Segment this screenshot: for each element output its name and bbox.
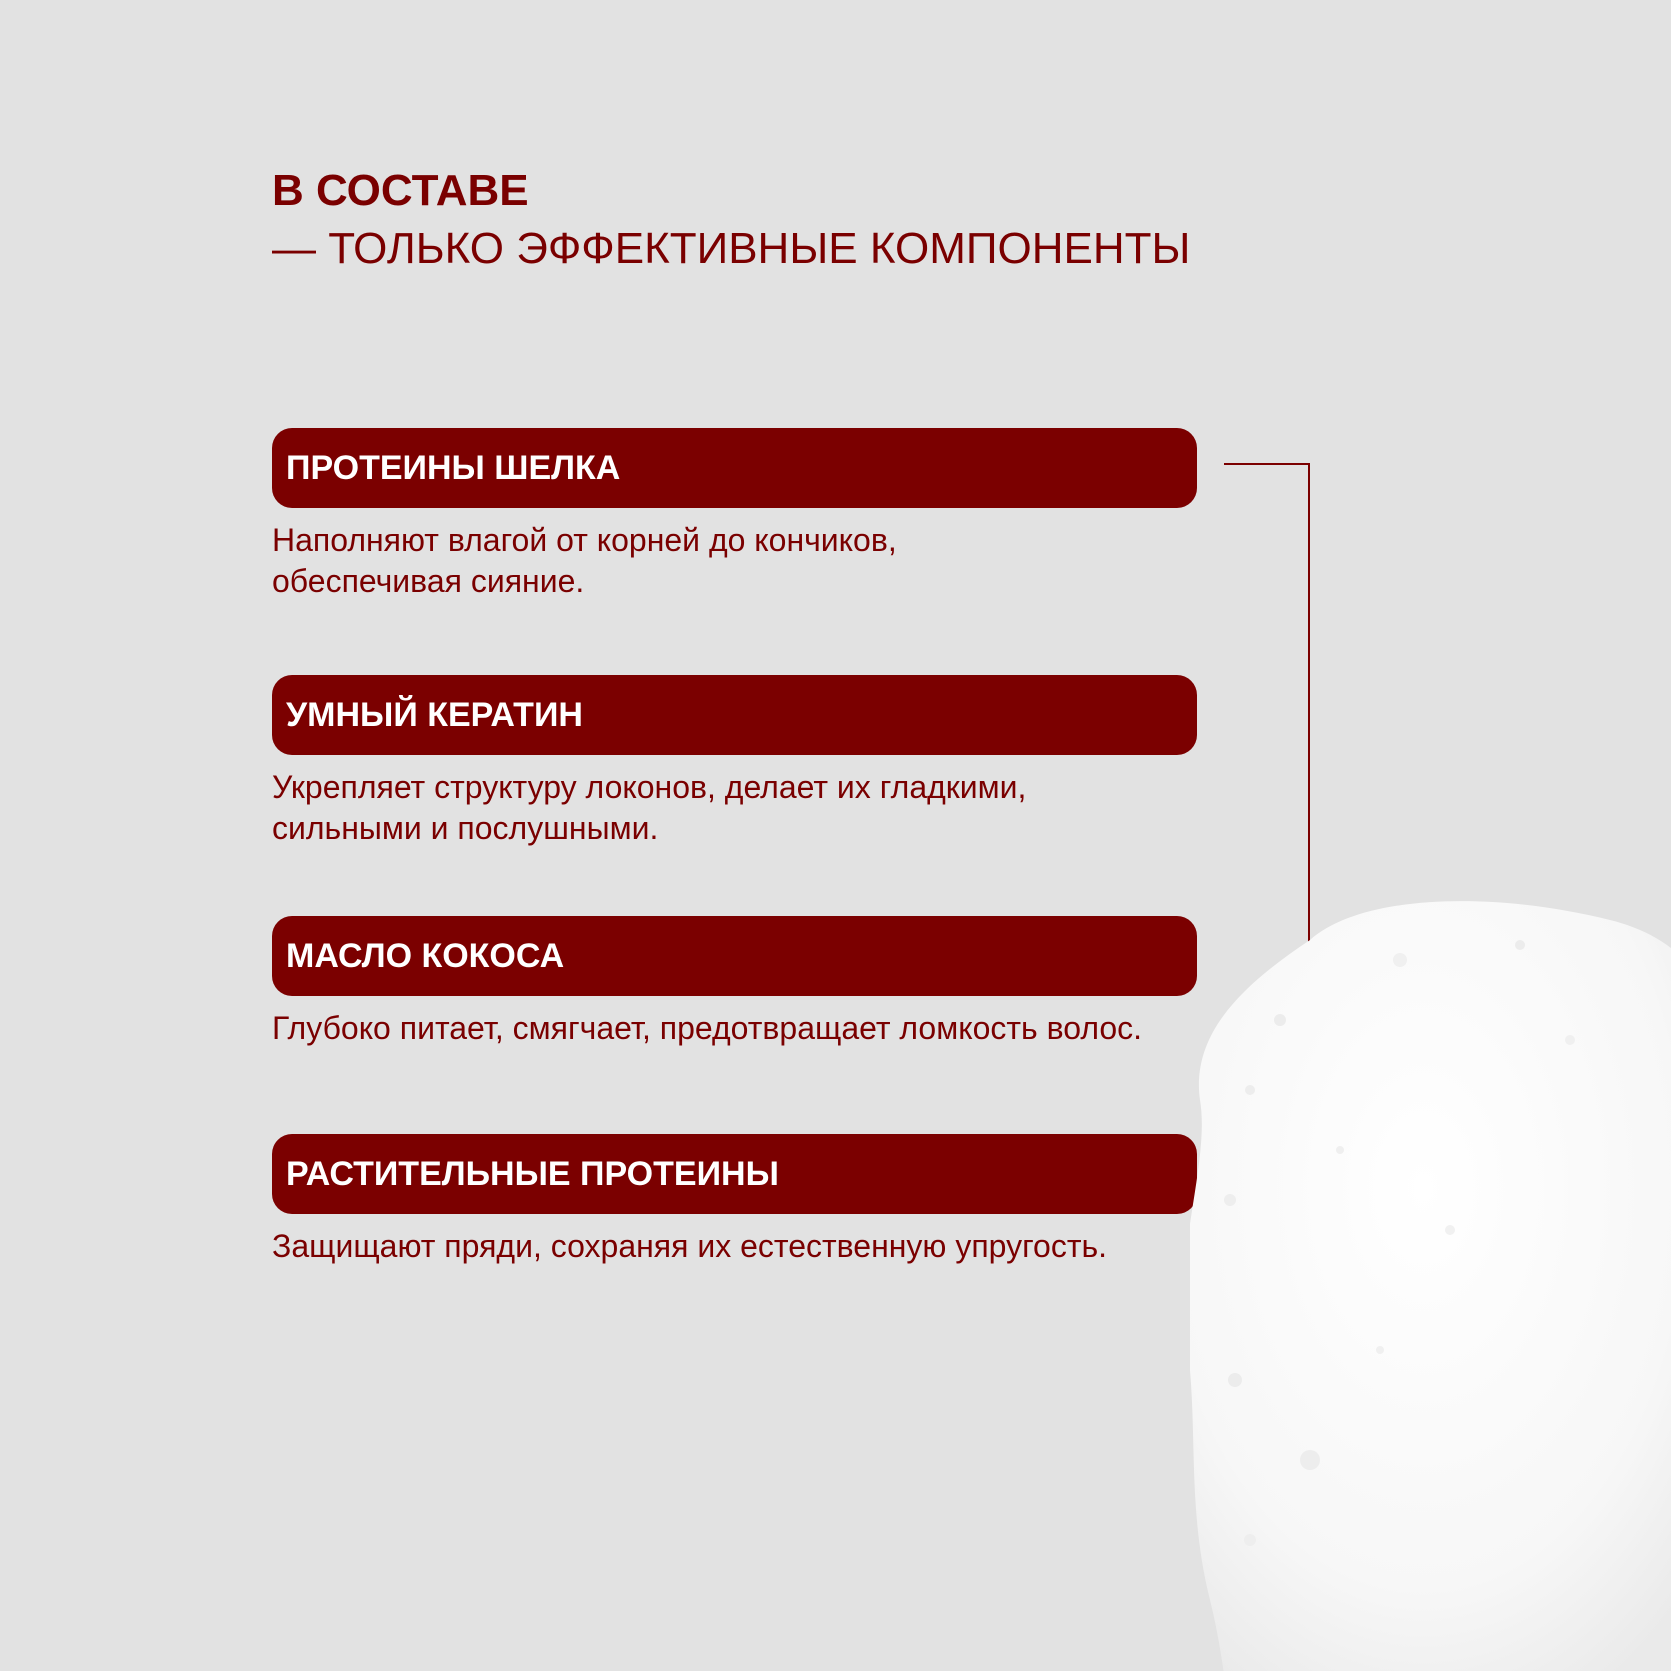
ingredient-plant-proteins — [272, 1134, 1197, 1267]
ingredient-label: РАСТИТЕЛЬНЫЕ ПРОТЕИНЫ — [272, 1134, 1197, 1214]
title-line-2: — ТОЛЬКО ЭФФЕКТИВНЫЕ КОМПОНЕНТЫ — [272, 224, 1191, 273]
ingredient-label: МАСЛО КОКОСА — [272, 916, 1197, 996]
ingredient-description: Укрепляет структуру локонов, делает их гладкими, сильными и послушными. — [272, 769, 1027, 846]
foam-smear-image — [1190, 900, 1671, 1671]
title-line-1: В СОСТАВЕ — [272, 166, 529, 215]
ingredient-coconut-oil — [272, 916, 1197, 1049]
ingredient-smart-keratin — [272, 675, 1197, 849]
ingredient-description: Наполняют влагой от корней до кончиков, обеспечивая сияние. — [272, 522, 897, 599]
ingredient-silk-proteins — [272, 428, 1197, 602]
page-title — [272, 162, 1190, 278]
ingredient-label: ПРОТЕИНЫ ШЕЛКА — [272, 428, 1197, 508]
ingredient-label: УМНЫЙ КЕРАТИН — [272, 675, 1197, 755]
ingredient-description: Защищают пряди, сохраняя их естественную упругость. — [272, 1228, 1108, 1264]
ingredient-description: Глубоко питает, смягчает, предотвращает ломкость волос. — [272, 1010, 1143, 1046]
